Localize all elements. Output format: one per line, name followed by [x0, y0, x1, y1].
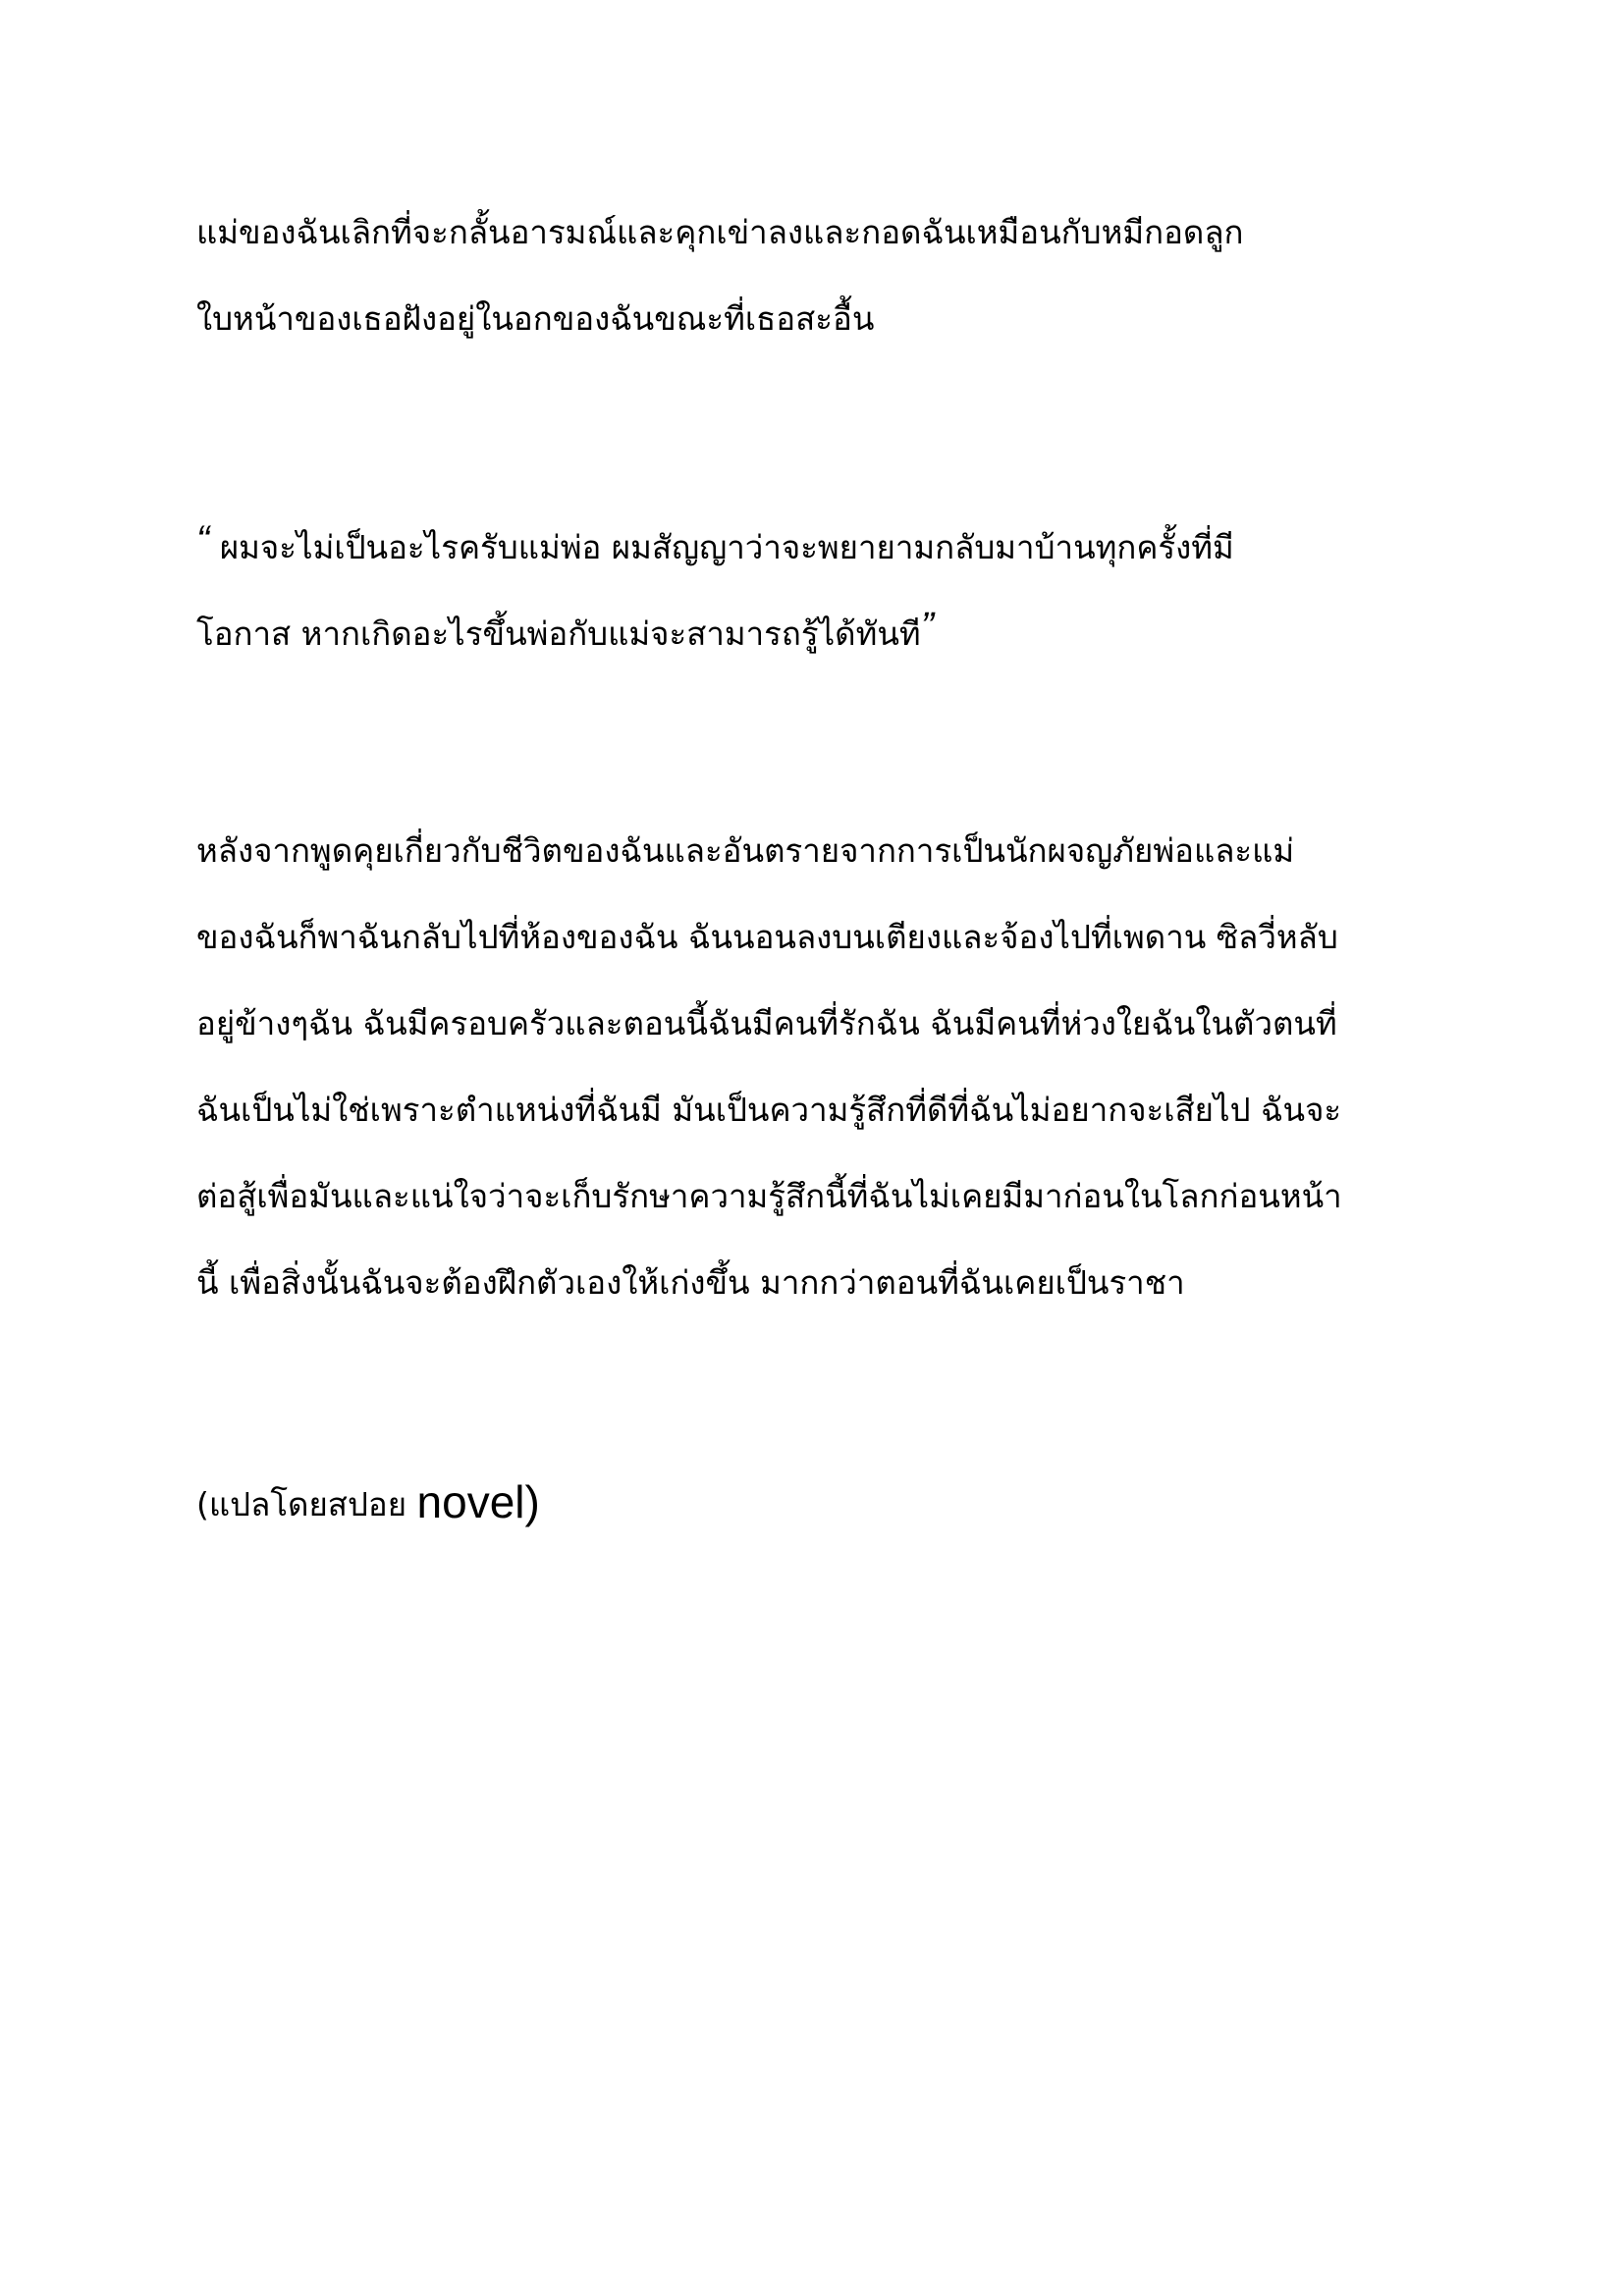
paragraph-3-line-3: อยู่ข้างๆฉัน ฉันมีครอบครัวและตอนนี้ฉันมีคนที่รักฉัน ฉันมีคนที่ห่วงใยฉันในตัวตนที่	[196, 1004, 1337, 1042]
paragraph-3-line-2: ของฉันก็พาฉันกลับไปที่ห้องของฉัน ฉันนอนลงบนเตียงและจ้องไปที่เพดาน ซิลวี่หลับ	[196, 918, 1338, 956]
credit-novel: novel)	[416, 1476, 540, 1527]
paragraph-2-line-2	[196, 602, 934, 659]
paragraph-3-line-4: ฉันเป็นไม่ใช่เพราะตำแหน่งที่ฉันมี มันเป็นความรู้สึกที่ดีที่ฉันไม่อยากจะเสียไป ฉันจะ	[196, 1091, 1342, 1129]
open-quote-mark: “	[196, 518, 210, 561]
translator-credit	[196, 1477, 540, 1529]
paragraph-2-line-1	[196, 515, 1234, 572]
close-quote-mark: ”	[920, 605, 935, 648]
paragraph-3-line-1: หลังจากพูดคุยเกี่ยวกับชีวิตของฉันและอันตรายจากการเป็นนักผจญภัยพ่อและแม่	[196, 831, 1295, 870]
paragraph-1-line-2: ใบหน้าของเธอฝังอยู่ในอกของฉันขณะที่เธอสะอื้น	[196, 299, 875, 338]
dialogue-text-1: ผมจะไม่เป็นอะไรครับแม่พ่อ ผมสัญญาว่าจะพยายามกลับมาบ้านทุกครั้งที่มี	[209, 528, 1234, 566]
credit-prefix: (แปลโดยสปอย	[196, 1485, 417, 1523]
paragraph-3-line-5: ต่อสู้เพื่อมันและแน่ใจว่าจะเก็บรักษาความรู้สึกนี้ที่ฉันไม่เคยมีมาก่อนในโลกก่อนหน้า	[196, 1177, 1342, 1215]
dialogue-text-2: โอกาส หากเกิดอะไรขึ้นพ่อกับแม่จะสามารถรู้ได้ทันที	[196, 614, 921, 653]
paragraph-3-line-6: นี้ เพื่อสิ่งนั้นฉันจะต้องฝึกตัวเองให้เก่งขึ้น มากกว่าตอนที่ฉันเคยเป็นราชา	[196, 1263, 1185, 1302]
paragraph-1-line-1: แม่ของฉันเลิกที่จะกลั้นอารมณ์และคุกเข่าลงและกอดฉันเหมือนกับหมีกอดลูก	[196, 213, 1244, 251]
